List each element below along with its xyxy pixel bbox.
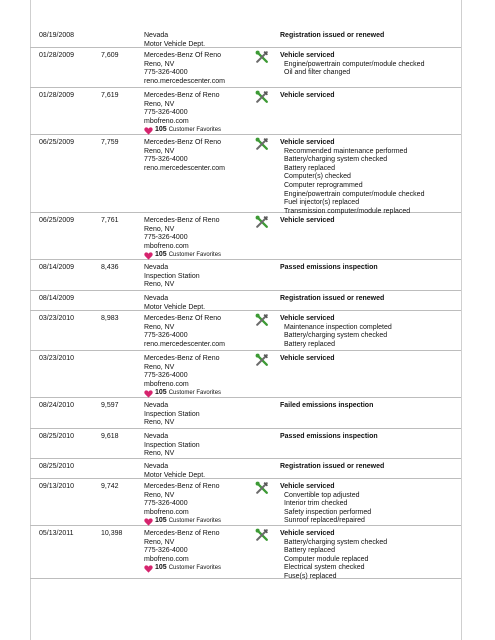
event-headline: Registration issued or renewed (280, 295, 385, 302)
source-line: 775-326-4000 (144, 547, 188, 555)
event-headline: Vehicle serviced (280, 139, 335, 146)
source-line: Nevada (144, 463, 169, 470)
customer-favorites-badge (144, 251, 249, 260)
favorites-label: Customer Favorites (168, 565, 222, 572)
date-cell: 08/19/2008 (39, 32, 75, 39)
source-line: 775-326-4000 (144, 109, 188, 117)
event-headline: Vehicle serviced (280, 52, 335, 59)
history-row (30, 28, 461, 48)
details-cell (280, 433, 460, 442)
detail-item: Oil and filter changed (284, 69, 351, 77)
source-line: Nevada (144, 295, 169, 302)
event-headline: Vehicle serviced (280, 92, 335, 99)
details-cell (280, 355, 460, 364)
mileage-cell: 7,609 (101, 52, 119, 59)
heart-icon (144, 390, 153, 398)
event-headline: Vehicle serviced (280, 483, 335, 490)
date-cell: 05/13/2011 (39, 530, 74, 537)
history-row (30, 311, 461, 351)
source-cell (144, 530, 249, 573)
date-cell: 03/23/2010 (39, 315, 75, 322)
source-cell (144, 217, 249, 260)
mileage-cell: 7,619 (101, 92, 119, 99)
source-line: Reno, NV (144, 60, 175, 68)
mileage-cell: 9,618 (101, 433, 119, 440)
detail-item: Computer(s) checked (284, 173, 351, 181)
source-line: Motor Vehicle Dept. (144, 40, 206, 48)
details-cell (280, 315, 460, 349)
detail-item: Safety inspection performed (284, 508, 372, 516)
history-row (30, 213, 461, 260)
date-cell: 01/28/2009 (39, 52, 75, 59)
source-line: Reno, NV (144, 323, 175, 331)
source-line: Reno, NV (144, 100, 175, 108)
detail-item: Battery/charging system checked (284, 156, 388, 164)
history-row (30, 291, 461, 311)
mileage-cell: 10,398 (101, 530, 123, 537)
source-line: Nevada (144, 32, 169, 39)
history-row (30, 526, 461, 579)
event-headline: Registration issued or renewed (280, 32, 385, 39)
detail-item: Interior trim checked (284, 500, 348, 508)
source-line: mbofreno.com (144, 508, 189, 516)
detail-item: Battery/charging system checked (284, 538, 388, 546)
service-tools-icon (255, 528, 269, 542)
favorites-label: Customer Favorites (168, 518, 222, 525)
favorites-label: Customer Favorites (168, 390, 222, 397)
detail-item: Electrical system checked (284, 564, 365, 572)
source-line: Mercedes-Benz Of Reno (144, 139, 222, 146)
source-line: Mercedes-Benz of Reno (144, 217, 220, 224)
details-cell (280, 530, 460, 582)
source-line: Mercedes-Benz of Reno (144, 92, 220, 99)
source-line: Reno, NV (144, 491, 175, 499)
date-cell: 08/25/2010 (39, 433, 75, 440)
detail-item: Engine/powertrain computer/module checked (284, 60, 425, 68)
detail-item: Battery replaced (284, 164, 335, 172)
source-line: 775-326-4000 (144, 332, 188, 340)
customer-favorites-badge (144, 126, 249, 135)
details-cell (280, 402, 460, 411)
source-line: Nevada (144, 433, 169, 440)
source-line: Inspection Station (144, 272, 200, 280)
source-line: Nevada (144, 264, 169, 271)
customer-favorites-badge (144, 389, 249, 398)
detail-item: Transmission computer/module replaced (284, 207, 411, 215)
source-line: reno.mercedescenter.com (144, 77, 225, 85)
service-tools-icon (255, 313, 269, 327)
source-line: Reno, NV (144, 450, 175, 458)
detail-item: Maintenance inspection completed (284, 323, 392, 331)
favorites-count: 105 (155, 517, 167, 525)
mileage-cell: 7,761 (101, 217, 119, 224)
mileage-cell: 8,983 (101, 315, 119, 322)
date-cell: 08/25/2010 (39, 463, 75, 470)
favorites-count: 105 (155, 564, 167, 572)
right-rule (461, 0, 462, 640)
mileage-cell: 9,742 (101, 483, 119, 490)
source-cell (144, 295, 249, 312)
history-row (30, 429, 461, 459)
date-cell: 08/14/2009 (39, 295, 75, 302)
source-cell (144, 139, 249, 173)
favorites-count: 105 (155, 126, 167, 134)
source-line: Inspection Station (144, 410, 200, 418)
detail-item: Recommended maintenance performed (284, 147, 408, 155)
service-tools-icon (255, 137, 269, 151)
heart-icon (144, 518, 153, 526)
source-cell (144, 355, 249, 398)
history-row (30, 88, 461, 135)
source-line: Reno, NV (144, 147, 175, 155)
history-row (30, 351, 461, 398)
history-row (30, 260, 461, 291)
source-line: mbofreno.com (144, 117, 189, 125)
source-line: 775-326-4000 (144, 156, 188, 164)
detail-item: Engine/powertrain computer/module checked (284, 190, 425, 198)
source-line: Mercedes-Benz of Reno (144, 483, 220, 490)
source-cell (144, 402, 249, 428)
favorites-label: Customer Favorites (168, 127, 222, 134)
history-table (30, 28, 461, 579)
source-line: Motor Vehicle Dept. (144, 471, 206, 479)
source-line: Mercedes-Benz Of Reno (144, 315, 222, 322)
source-cell (144, 433, 249, 459)
details-cell (280, 483, 460, 526)
date-cell: 03/23/2010 (39, 355, 75, 362)
source-line: 775-326-4000 (144, 234, 188, 242)
mileage-cell: 7,759 (101, 139, 119, 146)
details-cell (280, 217, 460, 226)
source-line: Reno, NV (144, 281, 175, 289)
detail-item: Battery replaced (284, 547, 335, 555)
event-headline: Vehicle serviced (280, 530, 335, 537)
event-headline: Registration issued or renewed (280, 463, 385, 470)
source-line: 775-326-4000 (144, 69, 188, 77)
details-cell (280, 32, 460, 41)
source-line: Reno, NV (144, 538, 175, 546)
event-headline: Failed emissions inspection (280, 402, 374, 409)
favorites-label: Customer Favorites (168, 252, 222, 259)
event-headline: Passed emissions inspection (280, 264, 378, 271)
detail-item: Fuel injector(s) replaced (284, 199, 360, 207)
source-cell (144, 463, 249, 480)
source-line: Mercedes-Benz Of Reno (144, 52, 222, 59)
source-cell (144, 92, 249, 135)
favorites-count: 105 (155, 389, 167, 397)
source-cell (144, 32, 249, 49)
date-cell: 08/24/2010 (39, 402, 75, 409)
source-line: 775-326-4000 (144, 500, 188, 508)
detail-item: Convertible top adjusted (284, 491, 360, 499)
details-cell (280, 139, 460, 216)
service-tools-icon (255, 353, 269, 367)
heart-icon (144, 127, 153, 135)
source-line: Motor Vehicle Dept. (144, 303, 206, 311)
source-cell (144, 264, 249, 290)
source-line: Reno, NV (144, 419, 175, 427)
source-line: Reno, NV (144, 225, 175, 233)
event-headline: Vehicle serviced (280, 315, 335, 322)
event-headline: Vehicle serviced (280, 217, 335, 224)
details-cell (280, 295, 460, 304)
event-headline: Vehicle serviced (280, 355, 335, 362)
detail-item: Battery replaced (284, 340, 335, 348)
source-cell (144, 315, 249, 349)
detail-item: Battery/charging system checked (284, 332, 388, 340)
source-line: mbofreno.com (144, 242, 189, 250)
source-cell (144, 483, 249, 526)
source-line: mbofreno.com (144, 380, 189, 388)
source-line: Reno, NV (144, 363, 175, 371)
date-cell: 06/25/2009 (39, 139, 75, 146)
source-line: reno.mercedescenter.com (144, 340, 225, 348)
details-cell (280, 264, 460, 273)
date-cell: 08/14/2009 (39, 264, 75, 271)
history-row (30, 479, 461, 526)
service-tools-icon (255, 90, 269, 104)
customer-favorites-badge (144, 517, 249, 526)
heart-icon (144, 565, 153, 573)
detail-item: Computer module replaced (284, 555, 369, 563)
date-cell: 01/28/2009 (39, 92, 75, 99)
mileage-cell: 9,597 (101, 402, 119, 409)
history-row (30, 135, 461, 213)
detail-item: Fuse(s) replaced (284, 572, 337, 580)
source-cell (144, 52, 249, 86)
service-tools-icon (255, 481, 269, 495)
event-headline: Passed emissions inspection (280, 433, 378, 440)
details-cell (280, 92, 460, 101)
source-line: mbofreno.com (144, 555, 189, 563)
favorites-count: 105 (155, 251, 167, 259)
detail-item: Sunroof replaced/repaired (284, 517, 365, 525)
heart-icon (144, 252, 153, 260)
date-cell: 06/25/2009 (39, 217, 75, 224)
details-cell (280, 463, 460, 472)
source-line: 775-326-4000 (144, 372, 188, 380)
details-cell (280, 52, 460, 78)
customer-favorites-badge (144, 564, 249, 573)
detail-item: Computer reprogrammed (284, 181, 363, 189)
source-line: reno.mercedescenter.com (144, 164, 225, 172)
service-tools-icon (255, 215, 269, 229)
source-line: Mercedes-Benz of Reno (144, 530, 220, 537)
history-row (30, 398, 461, 429)
source-line: Inspection Station (144, 441, 200, 449)
source-line: Nevada (144, 402, 169, 409)
history-row (30, 48, 461, 88)
mileage-cell: 8,436 (101, 264, 119, 271)
service-tools-icon (255, 50, 269, 64)
date-cell: 09/13/2010 (39, 483, 75, 490)
source-line: Mercedes-Benz of Reno (144, 355, 220, 362)
history-row (30, 459, 461, 479)
